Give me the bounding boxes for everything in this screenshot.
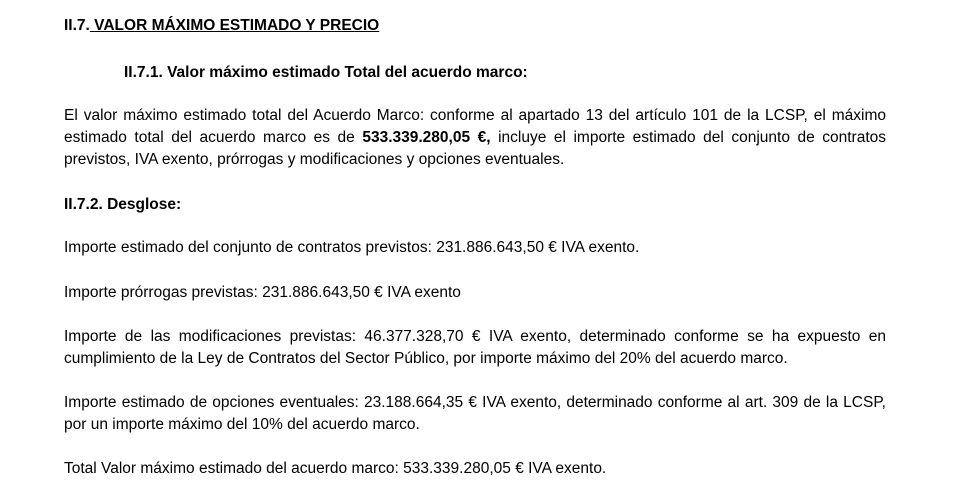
total-value-text-before: El valor máximo estimado total del Acuerdo Marco: conforme al apartado 13 del artículo 101 de la LCSP, el máximo estimado total del acuerdo marco es de — [64, 107, 886, 146]
total-value-amount: 533.339.280,05 €, — [362, 129, 491, 146]
section-heading — [64, 15, 379, 37]
breakdown-total: Total Valor máximo estimado del acuerdo marco: 533.339.280,05 € IVA exento. — [64, 460, 607, 477]
breakdown-contracts: Importe estimado del conjunto de contratos previstos: 231.886.643,50 € IVA exento. — [64, 239, 640, 256]
total-value-text-after: incluye el importe estimado del conjunto de contratos previstos, IVA exento, prórrogas y modificaciones y opciones eventuales. — [64, 129, 887, 168]
total-value-paragraph — [64, 105, 886, 171]
section-title: VALOR MÁXIMO ESTIMADO Y PRECIO — [89, 17, 380, 34]
breakdown-extensions: Importe prórrogas previstas: 231.886.643,50 € IVA exento — [64, 284, 461, 301]
subsection-heading-1: II.7.1. Valor máximo estimado Total del acuerdo marco: — [124, 64, 528, 81]
subsection-heading-2: II.7.2. Desglose: — [64, 196, 182, 213]
section-number: II.7. — [64, 17, 90, 34]
breakdown-options: Importe estimado de opciones eventuales: 23.188.664,35 € IVA exento, determinado conforme al art. 309 de la LCSP, por un importe máximo del 10% del acuerdo marco. — [64, 394, 886, 433]
breakdown-modifications: Importe de las modificaciones previstas: 46.377.328,70 € IVA exento, determinado conforme se ha expuesto en cumplimiento de la Ley de Contratos del Sector Público, por importe máximo del 20% del acuerdo marco. — [64, 328, 886, 367]
